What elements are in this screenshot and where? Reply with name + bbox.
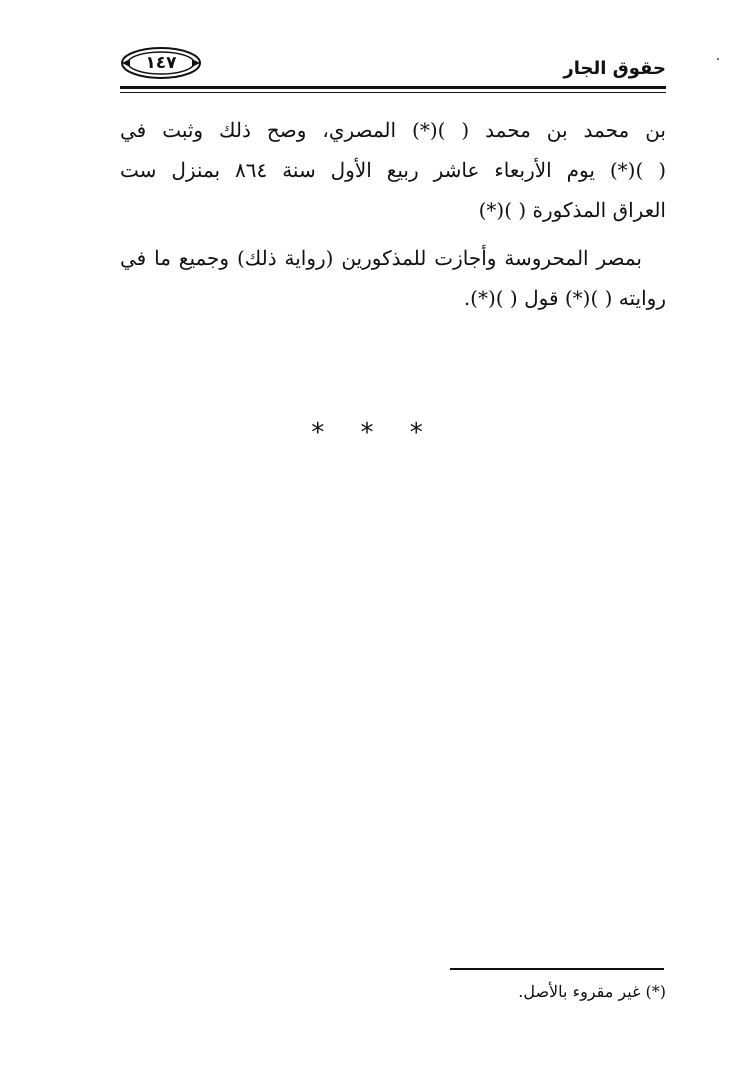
header-rule: [120, 86, 666, 89]
scan-speck: [717, 58, 719, 60]
paragraph: [120, 238, 666, 318]
text-line: ( )(*) يوم الأربعاء عاشر ربيع الأول سنة ٨٦٤ بمنزل ست: [120, 158, 667, 182]
text-line: بمصر المحروسة وأجازت للمذكورين (رواية ذلك) وجميع ما في: [120, 246, 642, 270]
text-line: العراق المذكورة ( )(*): [478, 198, 666, 222]
paragraph: [120, 110, 666, 230]
footnote-rule: [450, 968, 664, 970]
page-number-badge: [120, 46, 202, 80]
header-rule-thin: [120, 92, 666, 93]
page-number: ١٤٧: [145, 53, 177, 73]
text-line: روايته ( )(*) قول ( )(*).: [463, 286, 666, 310]
text-line: بن محمد بن محمد ( )(*) المصري، وصح ذلك وثبت في: [120, 118, 666, 142]
page-header: [120, 44, 666, 90]
footnote: (*) غير مقروء بالأصل.: [518, 982, 666, 1001]
section-separator: * * *: [311, 418, 437, 448]
running-title: حقوق الجار: [563, 58, 666, 79]
